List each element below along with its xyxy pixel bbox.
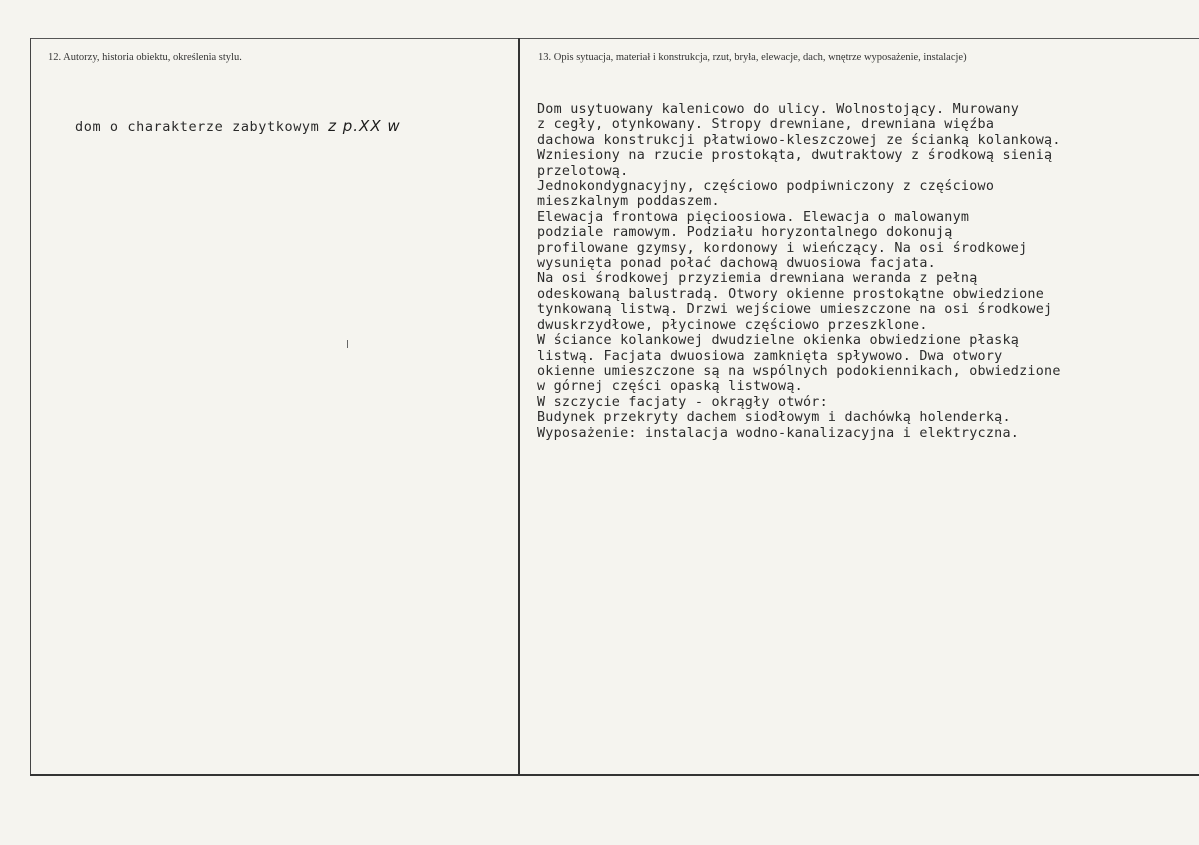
column-divider (518, 38, 520, 774)
description-line: mieszkalnym poddaszem. (537, 194, 720, 210)
description-line: Wzniesiony na rzucie prostokąta, dwutraktowy z środkową sienią (537, 148, 1053, 164)
stray-pen-mark (347, 340, 348, 348)
section-13-header: 13. Opis sytuacja, materiał i konstrukcja, rzut, bryła, elewacje, dach, wnętrze wyposażenie, instalacje) (538, 52, 967, 63)
description-line: z cegły, otynkowany. Stropy drewniane, drewniana więźba (537, 117, 995, 133)
description-line: Dom usytuowany kalenicowo do ulicy. Wolnostojący. Murowany (537, 102, 1020, 117)
style-description (75, 117, 401, 135)
section-12-header: 12. Autorzy, historia obiektu, określenia stylu. (48, 52, 242, 63)
top-rule (30, 38, 1199, 39)
description-line: dachowa konstrukcji płatwiowo-kleszczowej ze ścianką kolankową. (537, 132, 1061, 148)
description-line: podziale ramowym. Podziału horyzontalnego dokonują (537, 225, 953, 241)
description-line: W ściance kolankowej dwudzielne okienka obwiedzione płaską (537, 333, 1020, 349)
description-line: W szczycie facjaty - okrągły otwór: (537, 394, 828, 410)
left-border (30, 38, 31, 774)
typed-style-text: dom o charakterze zabytkowym (75, 119, 320, 135)
description-line: tynkowaną listwą. Drzwi wejściowe umieszczone na osi środkowej (537, 302, 1053, 318)
description-line: okienne umieszczone są na wspólnych podokiennikach, obwiedzione (537, 363, 1061, 379)
description-line: profilowane gzymsy, kordonowy i wieńczący. Na osi środkowej (537, 240, 1028, 256)
description-line: w górnej części opaską listwową. (537, 379, 803, 395)
description-line: Wyposażenie: instalacja wodno-kanalizacyjna i elektryczna. (537, 425, 1020, 441)
description-line: listwą. Facjata dwuosiowa zamknięta spływowo. Dwa otwory (537, 348, 1003, 364)
description-line: Jednokondygnacyjny, częściowo podpiwniczony z częściowo (537, 179, 995, 195)
bottom-rule (30, 774, 1199, 776)
description-line: odeskowaną balustradą. Otwory okienne prostokątne obwiedzione (537, 286, 1045, 302)
description-line: Elewacja frontowa pięcioosiowa. Elewacja o malowanym (537, 209, 970, 225)
description-line: wysunięta ponad połać dachową dwuosiowa facjata. (537, 256, 936, 272)
description-line: Budynek przekryty dachem siodłowym i dachówką holenderką. (537, 410, 1011, 426)
handwritten-date-note: z p.XX w (328, 117, 401, 135)
description-text (537, 102, 1061, 441)
description-line: przelotową. (537, 163, 629, 179)
description-line: dwuskrzydłowe, płycinowe częściowo przeszklone. (537, 317, 928, 333)
description-line: Na osi środkowej przyziemia drewniana weranda z pełną (537, 271, 978, 287)
